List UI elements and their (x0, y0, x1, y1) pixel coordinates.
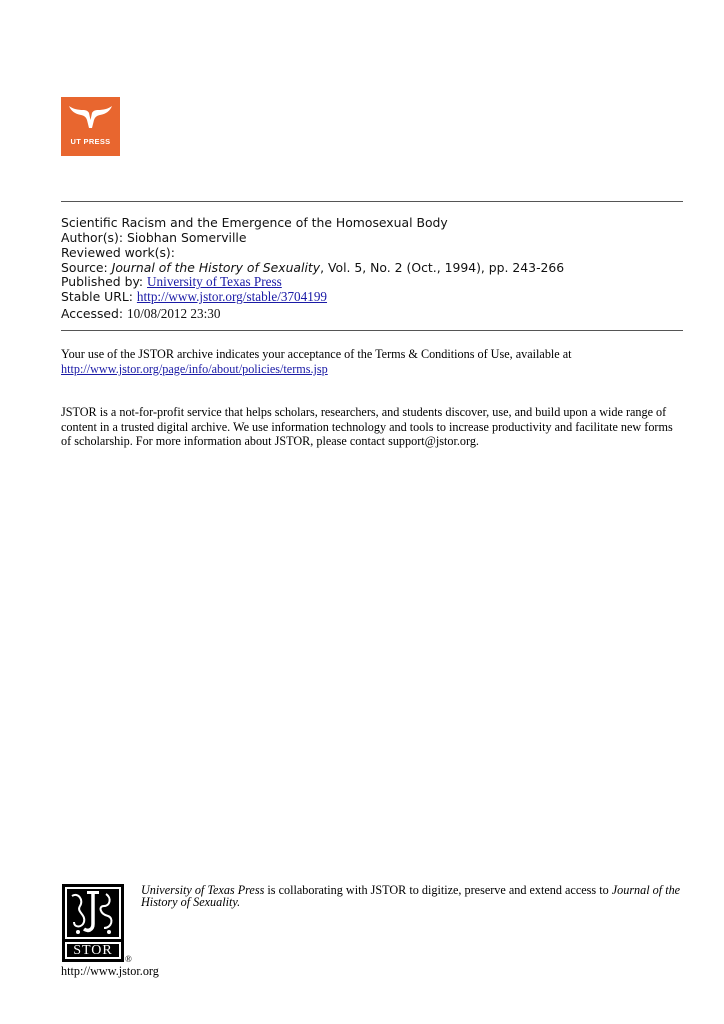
registered-mark: ® (125, 954, 132, 964)
terms-link[interactable]: http://www.jstor.org/page/info/about/policies/terms.jsp (61, 361, 328, 376)
publisher-link[interactable]: University of Texas Press (147, 274, 282, 289)
jstor-url: http://www.jstor.org (61, 964, 159, 978)
bottom-divider (61, 330, 683, 331)
source-details: , Vol. 5, No. 2 (Oct., 1994), pp. 243-266 (320, 260, 565, 275)
published-by-line (61, 275, 282, 290)
source-journal: Journal of the History of Sexuality (111, 260, 321, 275)
collab-text: is collaborating with JSTOR to digitize, preserve and extend access to (264, 883, 612, 897)
accessed-label: Accessed: (61, 306, 124, 321)
article-title: Scientific Racism and the Emergence of the Homosexual Body (61, 215, 448, 230)
accessed-line (61, 307, 220, 322)
authors-line (61, 231, 246, 246)
longhorn-icon (61, 97, 120, 137)
authors-value: Siobhan Somerville (126, 230, 247, 245)
stable-url-label: Stable URL: (61, 289, 133, 304)
published-label: Published by: (61, 274, 144, 289)
collab-publisher: University of Texas Press (141, 883, 265, 897)
stable-url-line (61, 290, 327, 305)
terms-text: Your use of the JSTOR archive indicates your acceptance of the Terms & Conditions of Use, available at (61, 347, 572, 361)
about-line-1: JSTOR is a not-for-profit service that helps scholars, researchers, and students discover, use, and build upon a wide range of (61, 405, 667, 419)
authors-label: Author(s): (61, 230, 124, 245)
logo-text: UT PRESS (70, 137, 111, 146)
ut-press-logo (61, 97, 120, 156)
stable-url-link[interactable]: http://www.jstor.org/stable/3704199 (136, 289, 328, 304)
jstor-logo-text: STOR (73, 943, 113, 958)
terms-paragraph (61, 347, 686, 376)
collab-journal-1: Journal of the (611, 883, 681, 897)
about-line-2: content in a trusted digital archive. We use information technology and tools to increase productivity and facilitate new forms (61, 419, 673, 434)
about-line-3: of scholarship. For more information about JSTOR, please contact support@jstor.org. (61, 434, 479, 449)
collaboration-notice (141, 884, 686, 909)
source-label: Source: (61, 260, 108, 275)
reviewed-works-label: Reviewed work(s): (61, 245, 175, 260)
top-divider (61, 201, 683, 202)
about-paragraph (61, 405, 686, 449)
jstor-logo (62, 884, 124, 962)
collab-journal-2: History of Sexuality. (141, 895, 241, 910)
accessed-value: 10/08/2012 23:30 (127, 306, 221, 321)
